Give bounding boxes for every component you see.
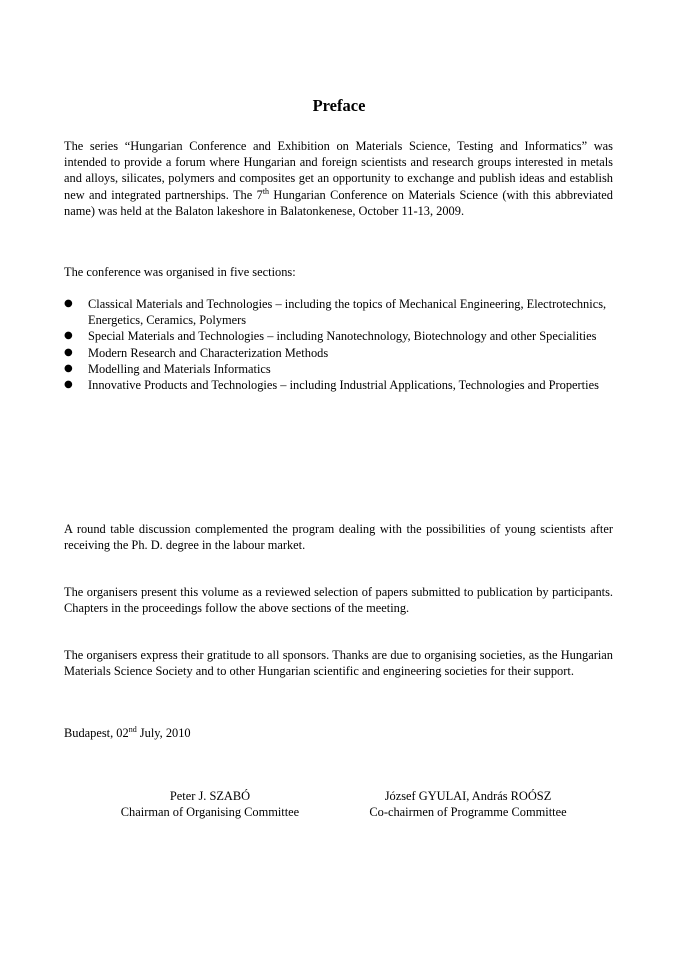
date-ordinal-suffix: nd (128, 724, 137, 734)
section-label: Special Materials and Technologies – including Nanotechnology, Biotechnology and other Specialities (88, 329, 597, 344)
bullet-icon: ● (64, 379, 73, 391)
section-label: Classical Materials and Technologies – including the topics of Mechanical Engineering, Electrotechnics, Energetics, Ceramics, Polymers (88, 297, 607, 328)
list-item (64, 361, 613, 377)
signature-left (80, 788, 340, 820)
date-suffix: July, 2010 (136, 726, 191, 740)
list-item (64, 328, 613, 344)
intro-text-part2: Hungarian Conference on Materials Science (with this abbreviated name) was held at the Balaton lakeshore in Balatonkenese, October 11-13, 2009. (64, 187, 613, 218)
signatory-name: József GYULAI, András ROÓSZ (384, 789, 552, 803)
gratitude-paragraph: The organisers express their gratitude to all sponsors. Thanks are due to organising societies, as the Hungarian Materials Science Society and to other Hungarian scientific and engineering societies for their support. (64, 648, 613, 679)
sections-intro: The conference was organised in five sections: (64, 265, 296, 279)
date-line (64, 725, 613, 741)
sections-list (64, 296, 613, 393)
signatory-name: Peter J. SZABÓ (169, 789, 251, 803)
section-label: Innovative Products and Technologies – including Industrial Applications, Technologies and Properties (88, 378, 599, 393)
bullet-icon: ● (64, 298, 73, 309)
ordinal-suffix: th (262, 186, 270, 196)
section-label: Modern Research and Characterization Methods (88, 345, 329, 360)
list-item (64, 345, 613, 361)
intro-paragraph (64, 138, 613, 219)
bullet-icon: ● (64, 362, 73, 374)
bullet-icon: ● (64, 330, 73, 342)
round-table-paragraph: A round table discussion complemented the program dealing with the possibilities of young scientists after receiving the Ph. D. degree in the labour market. (64, 522, 613, 553)
bullet-icon: ● (64, 346, 73, 358)
signatory-role: Co-chairmen of Programme Committee (369, 805, 567, 820)
page-title: Preface (312, 96, 366, 115)
organisers-volume-paragraph: The organisers present this volume as a reviewed selection of papers submitted to publication by participants. Chapters in the proceedings follow the above sections of the meeting. (64, 585, 613, 616)
date-prefix: Budapest, 02 (64, 726, 129, 740)
signatory-role: Chairman of Organising Committee (120, 805, 300, 820)
section-label: Modelling and Materials Informatics (88, 361, 271, 376)
list-item (64, 377, 613, 393)
intro-text-part1: The series “Hungarian Conference and Exhibition on Materials Science, Testing and Informatics” was intended to provide a forum where Hungarian and foreign scientists and research groups interested in metals and alloys, silicates, polymers and composites get an opportunity to exchange and publish ideas and establish new and integrated partnerships. The 7 (64, 139, 613, 202)
signature-right (338, 788, 598, 820)
list-item (64, 296, 613, 328)
